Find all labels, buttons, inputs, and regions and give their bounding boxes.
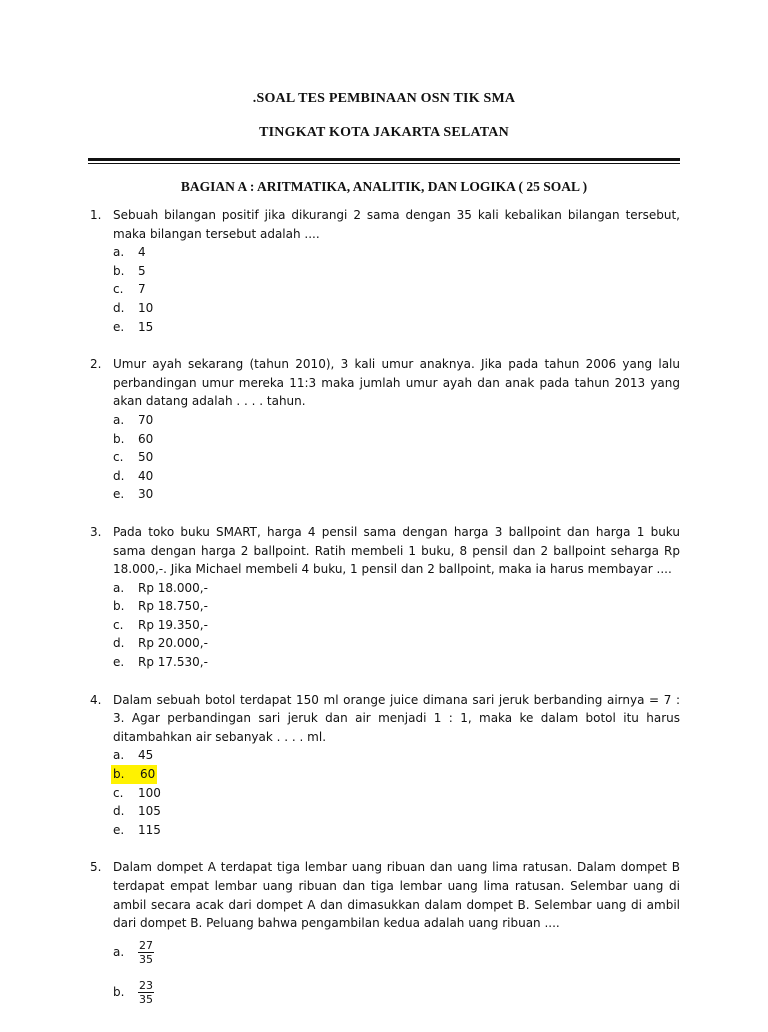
option-d: d. 40 [113,467,680,486]
doc-subtitle: TINGKAT KOTA JAKARTA SELATAN [259,125,509,140]
option-list [113,411,680,504]
option-a: a. 45 [113,746,680,765]
option-d: d. Rp 20.000,- [113,634,680,653]
fraction [138,979,154,1006]
option-value: 70 [138,412,154,427]
doc-title: .SOAL TES PEMBINAAN OSN TIK SMA [252,91,516,106]
option-d: d. 105 [113,802,680,821]
option-c: c. 100 [113,784,680,803]
option-value: 40 [138,468,154,483]
option-a: a. 4 [113,243,680,262]
option-c: c. Rp 19.350,- [113,616,680,635]
option-b-highlighted: b. 60 [113,765,680,784]
header-divider-thin [88,163,680,164]
option-value: 15 [138,319,154,334]
section-heading: BAGIAN A : ARITMATIKA, ANALITIK, DAN LOGIKA ( 25 SOAL ) [180,179,588,194]
fraction-numerator: 27 [139,939,153,953]
question-number: 5. [90,860,102,875]
option-value: 105 [138,804,161,819]
option-d: d. 10 [113,299,680,318]
option-value: 30 [138,487,154,502]
option-value: Rp 18.000,- [138,580,208,595]
option-b: b. $\frac{23}{35}$ [113,979,153,1007]
option-value: 115 [138,822,161,837]
question-4 [88,691,680,840]
option-c: c. 7 [113,280,680,299]
fraction [138,939,154,966]
question-2 [88,355,680,504]
option-c: c. 50 [113,448,680,467]
option-list [113,243,680,336]
option-value: Rp 17.530,- [138,655,208,670]
question-number: 4. [90,692,102,707]
option-value: 5 [138,263,146,278]
option-a: a. Rp 18.000,- [113,579,680,598]
option-e: e. Rp 17.530,- [113,653,680,672]
option-value: 45 [138,748,154,763]
question-text: Sebuah bilangan positif jika dikurangi 2 sama dengan 35 kali kebalikan bilangan tersebut, maka bilangan tersebut adalah .... [113,208,680,241]
option-value: Rp 18.750,- [138,599,208,614]
question-1 [88,206,680,336]
option-value: 50 [138,450,154,465]
option-e: e. 30 [113,485,680,504]
question-3 [88,523,680,672]
fraction-denominator: 35 [139,953,153,967]
question-text: Dalam sebuah botol terdapat 150 ml orange juice dimana sari jeruk berbanding airnya = 7 : 3. Agar perbandingan sari jeruk dan air menjadi 1 : 1, maka ke dalam botol itu harus ditambahkan air sebanyak . . . . ml. [113,692,680,744]
option-e: e. 15 [113,318,680,337]
option-value: Rp 19.350,- [138,617,208,632]
option-value: 60 [138,765,157,784]
option-b: b. 5 [113,262,680,281]
option-e: e. 115 [113,821,680,840]
option-list [113,579,680,672]
option-b: b. Rp 18.750,- [113,597,680,616]
question-list [88,206,680,1032]
option-a: a. $\frac{27}{35}$ [113,939,153,967]
option-value: 7 [138,282,146,297]
option-value: 4 [138,245,146,260]
question-number: 2. [90,357,102,372]
fraction-numerator: 23 [139,979,153,993]
option-a: a. 70 [113,411,680,430]
option-list [113,933,680,1013]
question-text: Pada toko buku SMART, harga 4 pensil sama dengan harga 3 ballpoint dan harga 1 buku sama dengan harga 2 ballpoint. Ratih membeli 1 buku, 8 pensil dan 2 ballpoint seharga Rp 18.000,-. Jika Michael membeli 4 buku, 1 pensil dan 2 ballpoint, maka ia harus membayar .... [113,524,680,577]
question-number: 3. [90,524,102,539]
question-text: Umur ayah sekarang (tahun 2010), 3 kali umur anaknya. Jika pada tahun 2006 yang lalu perbandingan umur mereka 11:3 maka jumlah umur ayah dan anak pada tahun 2013 yang akan datang adalah . . . . tahun. [113,357,680,409]
option-b: b. 60 [113,430,680,449]
option-list [113,746,680,839]
question-number: 1. [90,208,102,222]
question-5 [88,858,680,1012]
header-divider-thick [88,158,680,161]
option-value: 100 [138,785,161,800]
question-text: Dalam dompet A terdapat tiga lembar uang ribuan dan uang lima ratusan. Dalam dompet B terdapat empat lembar uang ribuan dan tiga lembar uang lima ratusan. Selembar uang di ambil secara acak dari dompet A dan dimasukkan dalam dompet B. Selembar uang di ambil dari dompet B. Peluang bahwa pengambilan kedua adalah uang ribuan .... [113,860,680,931]
fraction-denominator: 35 [139,993,153,1007]
option-value: Rp 20.000,- [138,636,208,651]
option-value: 10 [138,300,154,315]
option-value: 60 [138,431,154,446]
